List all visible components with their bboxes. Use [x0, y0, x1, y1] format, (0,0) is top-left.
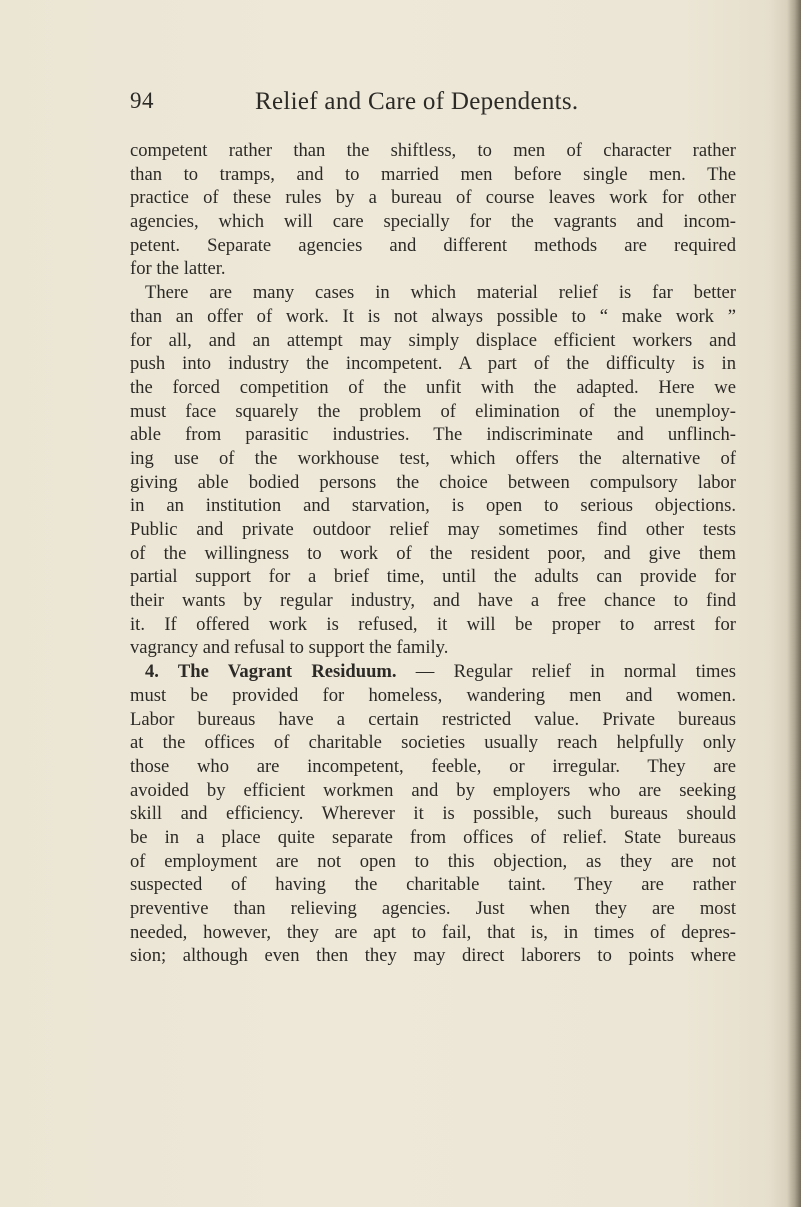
- text-line: sion; although even then they may direct laborers to points where: [130, 945, 736, 967]
- page-header: [130, 88, 730, 124]
- text-line: Labor bureaus have a certain restricted value. Private bureaus: [130, 708, 736, 730]
- text-line: skill and efficiency. Wherever it is possible, such bureaus should: [130, 803, 736, 825]
- text-line: must be provided for homeless, wandering men and women.: [130, 684, 736, 706]
- section-line-text: Regular relief in normal times: [453, 661, 737, 683]
- text-line: of the willingness to work of the resident poor, and give them: [130, 542, 736, 564]
- text-line: must face squarely the problem of elimination of the unemploy-: [130, 400, 736, 422]
- text-line: at the offices of charitable societies usually reach helpfully only: [130, 732, 736, 754]
- text-line: competent rather than the shiftless, to men of character rather: [130, 140, 736, 161]
- text-line: partial support for a brief time, until the adults can provide for: [130, 566, 736, 588]
- text-line: agencies, which will care specially for the vagrants and incom-: [130, 211, 736, 233]
- text-line: ing use of the workhouse test, which offers the alternative of: [130, 447, 736, 469]
- text-line: vagrancy and refusal to support the family.: [130, 637, 449, 659]
- text-line: push into industry the incompetent. A part of the difficulty is in: [130, 353, 736, 375]
- page-binding-shadow: [787, 0, 801, 1207]
- text-line: their wants by regular industry, and have a free chance to find: [130, 590, 736, 612]
- text-line: practice of these rules by a bureau of course leaves work for other: [130, 187, 736, 209]
- text-line: There are many cases in which material relief is far better: [145, 282, 736, 304]
- text-line: for all, and an attempt may simply displace efficient workers and: [130, 329, 736, 351]
- page-number: 94: [130, 88, 154, 113]
- text-line: in an institution and starvation, is open to serious objections.: [130, 495, 736, 517]
- body-text: [130, 139, 736, 968]
- section-dash: —: [396, 661, 454, 683]
- text-line: the forced competition of the unfit with the adapted. Here we: [130, 376, 736, 398]
- section-first-line: [130, 660, 736, 684]
- text-line: it. If offered work is refused, it will be proper to arrest for: [130, 613, 736, 635]
- section-heading: 4. The Vagrant Residuum.: [145, 661, 397, 683]
- text-line: able from parasitic industries. The indiscriminate and unflinch-: [130, 424, 736, 446]
- text-line: needed, however, they are apt to fail, that is, in times of depres-: [130, 921, 736, 943]
- text-line: be in a place quite separate from offices of relief. State bureaus: [130, 826, 736, 848]
- text-line: petent. Separate agencies and different methods are required: [130, 234, 736, 256]
- text-line: of employment are not open to this objection, as they are not: [130, 850, 736, 872]
- text-line: than an offer of work. It is not always possible to “ make work ”: [130, 305, 736, 327]
- running-head: Relief and Care of Dependents.: [255, 88, 579, 115]
- text-line: than to tramps, and to married men before single men. The: [130, 163, 736, 185]
- text-line: Public and private outdoor relief may sometimes find other tests: [130, 519, 736, 540]
- text-line: avoided by efficient workmen and by employers who are seeking: [130, 779, 736, 801]
- text-line: giving able bodied persons the choice between compulsory labor: [130, 471, 736, 493]
- text-line: preventive than relieving agencies. Just when they are most: [130, 898, 736, 919]
- text-line: those who are incompetent, feeble, or irregular. They are: [130, 755, 736, 777]
- text-line: suspected of having the charitable taint. They are rather: [130, 874, 736, 896]
- text-line: for the latter.: [130, 258, 226, 280]
